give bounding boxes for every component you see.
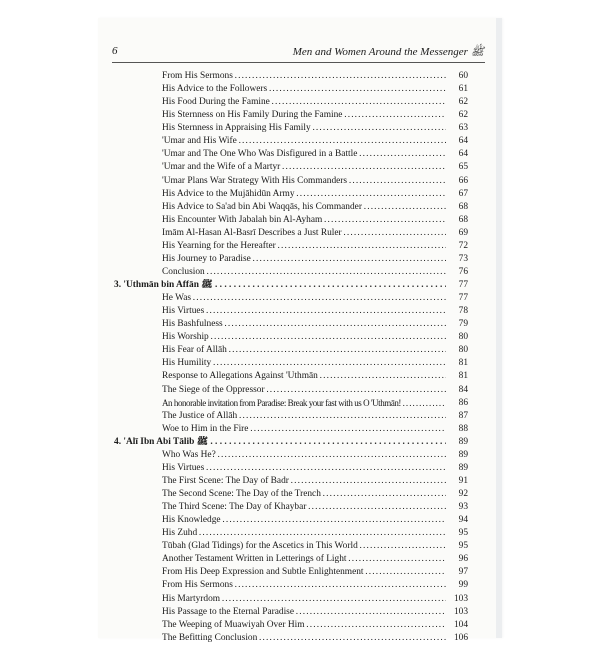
toc-entry-page: 94 (458, 515, 468, 526)
toc-entry-page: 104 (453, 619, 468, 630)
page-number: 6 (112, 45, 118, 57)
toc-entry (112, 384, 472, 397)
toc-entry-title: His Bashfulness . . . (162, 318, 446, 331)
toc-entry-title: His Food During the Famine . . . (162, 96, 446, 109)
toc-entry-title: He Was . . . (162, 292, 446, 305)
toc-entry-page: 87 (458, 410, 468, 421)
toc-entry-page: 106 (453, 632, 468, 643)
toc-entry (112, 318, 472, 331)
toc-chapter-entry (112, 279, 472, 292)
toc-entry-page: 73 (458, 253, 468, 264)
toc-entry (112, 579, 472, 592)
toc-entry-page: 92 (458, 489, 468, 499)
toc-entry (112, 606, 472, 619)
toc-entry-title: 3. 'Uthmān bin Affān ﷺ . . . (114, 279, 446, 292)
toc-entry-page: 76 (458, 266, 468, 277)
toc-entry (112, 240, 472, 253)
toc-entry-title: An honorable invitation from Paradise: Break your fast with us O 'Uthmān! . . . (162, 397, 446, 410)
toc-entry-title: His Knowledge . . . (162, 514, 446, 527)
toc-entry (112, 175, 472, 188)
toc-entry-title: The Second Scene: The Day of the Trench . . . (162, 488, 446, 501)
toc-entry-title: Conclusion . . . (162, 266, 446, 279)
toc-entry-page: 78 (458, 306, 468, 317)
toc-entry-title: From His Deep Expression and Subtle Enlightenment . . . (162, 566, 446, 579)
toc-entry (112, 201, 472, 214)
toc-entry (112, 370, 472, 383)
header-rule (112, 62, 485, 63)
toc-entry-page: 88 (458, 423, 468, 434)
toc-entry-title: The Weeping of Muawiyah Over Him . . . (162, 619, 446, 632)
toc-entry-page: 95 (458, 528, 468, 539)
toc-entry-title: His Humility . . . (162, 357, 446, 370)
toc-entry-title: His Passage to the Eternal Paradise . . . (162, 606, 446, 619)
toc-entry-page: 99 (458, 580, 468, 591)
toc-entry (112, 553, 472, 566)
toc-entry-page: 64 (458, 149, 468, 160)
toc-entry (112, 305, 472, 318)
toc-entry-page: 93 (458, 502, 468, 513)
toc-entry-page: 89 (458, 436, 468, 447)
toc-entry-page: 77 (458, 280, 468, 290)
toc-entry-title: His Sternness on His Family During the Famine . . . (162, 109, 446, 122)
toc-entry-page: 103 (453, 593, 468, 604)
toc-entry (112, 357, 472, 370)
toc-entry-page: 84 (458, 384, 468, 395)
toc-entry-title: The Justice of Allāh . . . (162, 410, 446, 423)
toc-entry (112, 488, 472, 501)
toc-entry-title: His Fear of Allāh . . . (162, 344, 446, 357)
toc-entry-title: His Encounter With Jabalah bin Al-Ayham . . . (162, 214, 446, 227)
toc-entry-page: 68 (458, 214, 468, 225)
toc-entry-page: 67 (458, 188, 468, 199)
toc-entry-title: The Befitting Conclusion . . . (162, 632, 446, 645)
toc-entry-title: The Siege of the Oppressor . . . (162, 384, 446, 397)
toc-entry-page: 95 (458, 541, 468, 552)
toc-entry-title: 'Umar and His Wife . . . (162, 135, 446, 148)
toc-entry-page: 81 (458, 358, 468, 369)
toc-entry (112, 501, 472, 514)
toc-entry-title: Woe to Him in the Fire . . . (162, 423, 446, 436)
toc-entry-page: 89 (458, 449, 468, 460)
toc-entry (112, 135, 472, 148)
toc-entry (112, 161, 472, 174)
toc-entry (112, 475, 472, 488)
toc-entry (112, 227, 472, 240)
toc-entry-page: 64 (458, 136, 468, 147)
toc-entry-title: From His Sermons . . . (162, 579, 446, 592)
toc-entry (112, 619, 472, 632)
toc-entry-title: His Yearning for the Hereafter . . . (162, 240, 446, 253)
toc-entry (112, 462, 472, 475)
toc-entry (112, 527, 472, 540)
toc-entry-page: 68 (458, 201, 468, 212)
toc-entry-page: 62 (458, 97, 468, 108)
toc-entry (112, 449, 472, 462)
toc-entry (112, 540, 472, 553)
toc-entry-page: 103 (453, 606, 468, 617)
toc-entry (112, 253, 472, 266)
toc-entry (112, 292, 472, 305)
toc-entry-title: His Advice to the Followers . . . (162, 83, 446, 96)
toc-entry-title: His Advice to Sa'ad bin Abi Waqqās, his Commander . . . (162, 201, 446, 214)
toc-entry-page: 80 (458, 345, 468, 356)
toc-entry (112, 344, 472, 357)
toc-entry-title: Imām Al-Hasan Al-Basrī Describes a Just Ruler . . . (162, 227, 446, 240)
toc-entry-title: His Sternness in Appraising His Family . . . (162, 122, 446, 135)
toc-entry-page: 63 (458, 123, 468, 134)
page-header (112, 45, 484, 61)
toc-entry-title: From His Sermons . . . (162, 70, 446, 83)
toc-entry (112, 593, 472, 606)
toc-entry-page: 60 (458, 71, 468, 81)
toc-entry (112, 266, 472, 279)
toc-entry-title: His Worship . . . (162, 331, 446, 344)
toc-entry (112, 566, 472, 579)
toc-entry-title: 'Umar and The One Who Was Disfigured in a Battle . . . (162, 148, 446, 161)
toc-entry-page: 80 (458, 332, 468, 343)
toc-entry-page: 97 (458, 567, 468, 578)
toc-entry (112, 410, 472, 423)
toc-entry-page: 81 (458, 371, 468, 382)
toc-entry (112, 96, 472, 109)
toc-entry-title: Tūbah (Glad Tidings) for the Ascetics in This World . . . (162, 540, 446, 553)
toc-entry (112, 632, 472, 645)
toc-entry (112, 109, 472, 122)
toc-entry-page: 96 (458, 554, 468, 565)
toc-entry-title: 4. 'Alī Ibn Abi Tālib ﷺ . . . (114, 436, 446, 449)
toc-entry-title: 'Umar and the Wife of a Martyr . . . (162, 161, 446, 174)
toc-entry-page: 86 (458, 397, 468, 408)
toc-entry (112, 397, 472, 410)
toc-entry-title: His Martyrdom . . . (162, 593, 446, 606)
toc-entry-page: 62 (458, 110, 468, 121)
toc-entry-page: 65 (458, 162, 468, 173)
toc-entry-title: His Virtues . . . (162, 462, 446, 475)
toc-entry-page: 77 (458, 293, 468, 304)
toc-entry-page: 69 (458, 227, 468, 238)
toc-entry (112, 148, 472, 161)
toc-entry-title: The First Scene: The Day of Badr . . . (162, 475, 446, 488)
toc-entry-page: 66 (458, 175, 468, 186)
running-title: Men and Women Around the Messenger ﷺ (292, 46, 484, 58)
toc-entry (112, 423, 472, 436)
toc-entry (112, 70, 472, 83)
toc-entry-page: 79 (458, 319, 468, 330)
table-of-contents (112, 70, 472, 645)
toc-entry (112, 188, 472, 201)
toc-entry (112, 514, 472, 527)
toc-entry-title: His Advice to the Mujāhidūn Army . . . (162, 188, 446, 201)
toc-entry (112, 122, 472, 135)
toc-entry-page: 89 (458, 462, 468, 473)
toc-entry-title: Another Testament Written in Letterings of Light . . . (162, 553, 446, 566)
toc-chapter-entry (112, 436, 472, 449)
toc-entry-page: 91 (458, 475, 468, 486)
toc-entry-title: Response to Allegations Against 'Uthmān . . . (162, 370, 446, 383)
toc-entry-title: The Third Scene: The Day of Khaybar . . . (162, 501, 446, 514)
toc-entry (112, 331, 472, 344)
toc-entry (112, 214, 472, 227)
toc-entry-title: His Virtues . . . (162, 305, 446, 318)
toc-entry-title: 'Umar Plans War Strategy With His Commanders . . . (162, 175, 446, 188)
toc-entry (112, 83, 472, 96)
toc-entry-title: His Journey to Paradise . . . (162, 253, 446, 266)
toc-entry-title: Who Was He? . . . (162, 449, 446, 462)
toc-entry-title: His Zuhd . . . (162, 527, 446, 540)
toc-entry-page: 72 (458, 240, 468, 251)
toc-entry-page: 61 (458, 84, 468, 95)
